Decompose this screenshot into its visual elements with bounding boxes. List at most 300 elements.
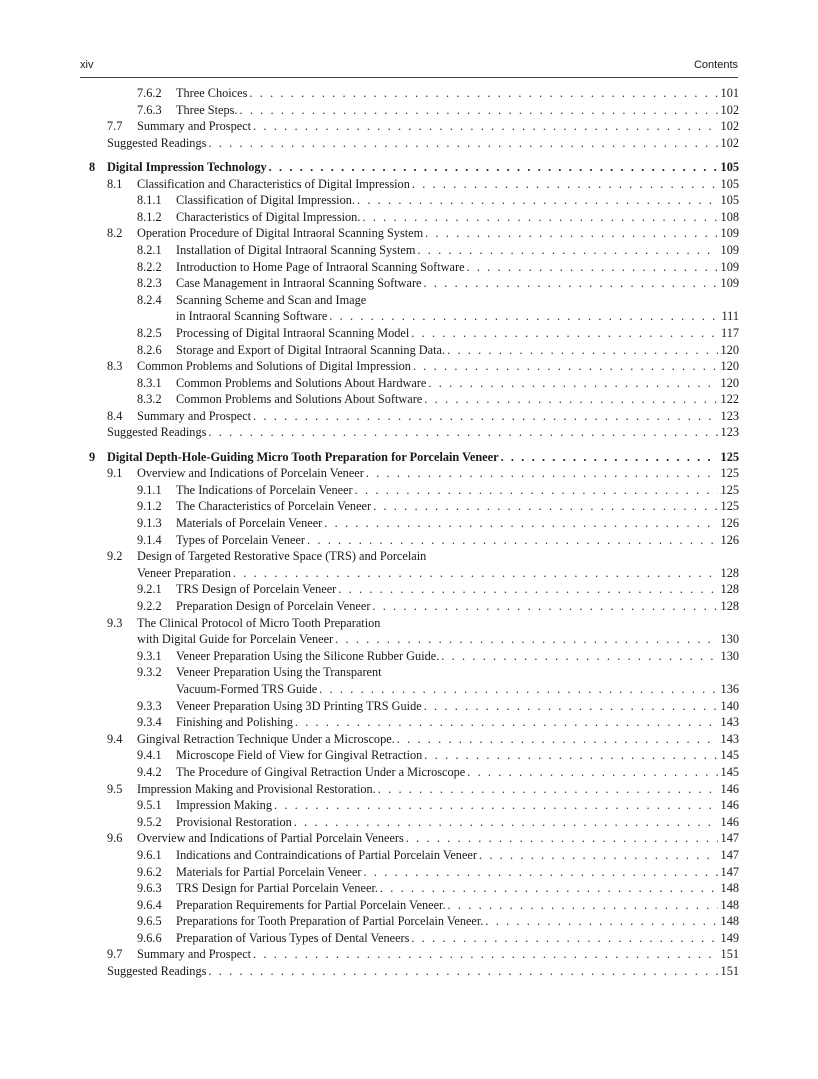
toc-entry-line xyxy=(176,308,739,325)
toc-entry-line xyxy=(107,424,739,441)
toc-entry xyxy=(80,325,741,342)
toc-entry xyxy=(80,913,741,930)
toc-entry-title: Summary and Prospect xyxy=(137,119,252,134)
toc-entry-page: 148 xyxy=(720,897,739,912)
toc-entry-page: 128 xyxy=(720,599,739,613)
toc-entry-title: Classification and Characteristics of Digital Impression xyxy=(137,176,410,191)
dot-leader xyxy=(372,598,718,615)
toc-entry-page: 151 xyxy=(720,964,739,979)
dot-leader xyxy=(249,85,718,102)
toc-entry xyxy=(80,308,741,325)
dot-leader xyxy=(413,358,718,375)
dot-leader xyxy=(380,880,718,897)
toc-entry-title: Veneer Preparation xyxy=(137,565,231,580)
toc-entry-number: 9.2.1 xyxy=(137,582,162,597)
toc-entry xyxy=(80,864,741,881)
toc-entry xyxy=(80,897,741,914)
toc-entry-page: 146 xyxy=(720,781,739,796)
toc-entry-page: 148 xyxy=(720,881,739,896)
dot-leader xyxy=(324,515,718,532)
header-rule xyxy=(80,77,738,78)
toc-entry-line xyxy=(176,797,739,814)
toc-entry-number: 9 xyxy=(89,449,96,464)
toc-entry-number: 9.1 xyxy=(107,466,123,481)
toc-entry-line xyxy=(107,449,739,466)
toc-entry-line xyxy=(176,814,739,831)
toc-entry-title: Vacuum-Formed TRS Guide xyxy=(176,681,318,696)
toc-entry xyxy=(80,548,741,565)
toc-entry-title: Provisional Restoration xyxy=(176,814,292,829)
toc-entry-number: 9.1.1 xyxy=(137,482,162,497)
toc-entry xyxy=(80,408,741,425)
toc-entry-page: 130 xyxy=(720,632,739,647)
dot-leader xyxy=(208,424,718,441)
dot-leader xyxy=(253,118,718,135)
dot-leader xyxy=(501,449,718,466)
toc-entry-number: 9.6.6 xyxy=(137,930,162,945)
toc-entry-title: Processing of Digital Intraoral Scanning Model xyxy=(176,325,410,340)
toc-entry xyxy=(80,880,741,897)
toc-entry-title: Installation of Digital Intraoral Scanning System xyxy=(176,242,416,257)
toc-entry xyxy=(80,259,741,276)
toc-entry-page: 105 xyxy=(720,176,739,191)
toc-entry-line xyxy=(176,325,739,342)
toc-entry-page: 145 xyxy=(720,764,739,779)
dot-leader xyxy=(362,209,718,226)
toc-entry xyxy=(80,532,741,549)
toc-entry-number: 9.4 xyxy=(107,731,123,746)
toc-entry xyxy=(80,465,741,482)
toc-entry-page: 128 xyxy=(720,582,739,597)
toc-entry-number: 9.6.5 xyxy=(137,914,162,929)
toc-entry-line xyxy=(176,515,739,532)
toc-entry-title: TRS Design of Porcelain Veneer xyxy=(176,582,337,597)
toc-entry-page: 108 xyxy=(720,209,739,224)
toc-entry xyxy=(80,424,741,441)
toc-entry-number: 9.5.1 xyxy=(137,798,162,813)
toc-entry-line xyxy=(137,408,739,425)
toc-entry-title: Overview and Indications of Porcelain Veneer xyxy=(137,466,364,481)
toc-entry xyxy=(80,764,741,781)
toc-entry-line xyxy=(176,532,739,549)
toc-entry-line xyxy=(176,714,739,731)
toc-entry-page: 120 xyxy=(720,359,739,374)
toc-entry-number: 9.7 xyxy=(107,947,123,962)
dot-leader xyxy=(428,375,718,392)
toc-entry-line xyxy=(176,192,739,209)
toc-entry-line xyxy=(176,880,739,897)
toc-entry-page: 109 xyxy=(720,259,739,274)
toc-entry-page: 143 xyxy=(720,715,739,730)
toc-entry-line xyxy=(107,159,739,176)
toc-entry xyxy=(80,375,741,392)
toc-entry-number: 9.2 xyxy=(107,549,123,564)
toc-entry-page: 148 xyxy=(720,914,739,929)
toc-entry-number: 8.2.4 xyxy=(137,292,162,307)
toc-entry-page: 125 xyxy=(720,449,739,464)
dot-leader xyxy=(329,308,718,325)
toc-entry-page: 101 xyxy=(720,86,739,100)
dot-leader xyxy=(424,391,718,408)
toc-entry-title: Veneer Preparation Using the Silicone Rubber Guide. xyxy=(176,648,440,663)
toc-entry xyxy=(80,946,741,963)
dot-leader xyxy=(441,648,718,665)
toc-entry-page: 128 xyxy=(720,565,739,580)
toc-entry xyxy=(80,515,741,532)
toc-entry-title: Scanning Scheme and Scan and Image xyxy=(176,292,367,307)
toc-entry-number: 7.6.2 xyxy=(137,86,162,100)
toc-entry xyxy=(80,482,741,499)
toc-entry-page: 147 xyxy=(720,864,739,879)
toc-entry-line xyxy=(137,176,739,193)
dot-leader xyxy=(208,135,718,152)
toc-entry-line xyxy=(176,648,739,665)
toc-entry xyxy=(80,565,741,582)
dot-leader xyxy=(233,565,718,582)
toc-entry-line xyxy=(176,482,739,499)
toc-entry-line xyxy=(176,598,739,615)
toc-entry xyxy=(80,598,741,615)
toc-entry-line xyxy=(176,275,739,292)
toc-entry-page: 109 xyxy=(720,276,739,291)
toc-entry-title: Common Problems and Solutions of Digital Impression xyxy=(137,359,411,374)
toc-entry-line xyxy=(176,681,739,698)
toc-entry-page: 149 xyxy=(720,930,739,945)
dot-leader xyxy=(295,714,718,731)
toc-entry xyxy=(80,664,741,681)
toc-entry-line xyxy=(137,358,739,375)
toc-entry-page: 117 xyxy=(721,325,739,340)
toc-entry xyxy=(80,698,741,715)
toc-entry-line xyxy=(137,731,739,748)
toc-entry-number: 9.4.2 xyxy=(137,764,162,779)
toc-entry-page: 126 xyxy=(720,516,739,531)
toc-entry-title: Common Problems and Solutions About Software xyxy=(176,392,423,407)
dot-leader xyxy=(424,275,718,292)
toc-entry-title: Types of Porcelain Veneer xyxy=(176,532,306,547)
toc-entry-title: Storage and Export of Digital Intraoral Scanning Data. xyxy=(176,342,446,357)
toc-entry-number: 8.2.6 xyxy=(137,342,162,357)
toc-entry-line xyxy=(137,118,739,135)
toc-entry-title: Preparation Design of Porcelain Veneer xyxy=(176,599,371,613)
toc-entry-line xyxy=(137,946,739,963)
toc-entry-line xyxy=(176,242,739,259)
toc-entry-title: Overview and Indications of Partial Porcelain Veneers xyxy=(137,831,404,846)
toc-entry-number: 9.3.2 xyxy=(137,665,162,680)
dot-leader xyxy=(373,498,718,515)
toc-entry xyxy=(80,847,741,864)
toc-entry-title: Digital Depth-Hole-Guiding Micro Tooth Preparation for Porcelain Veneer xyxy=(107,449,499,464)
toc-entry-title: Summary and Prospect xyxy=(137,947,252,962)
dot-leader xyxy=(412,176,718,193)
toc-entry-line xyxy=(107,135,739,152)
toc-entry-page: 105 xyxy=(720,193,739,208)
toc-entry-title: Suggested Readings xyxy=(107,135,207,150)
toc-entry-title: Suggested Readings xyxy=(107,964,207,979)
toc-entry-page: 109 xyxy=(720,226,739,241)
toc-entry-line xyxy=(137,830,739,847)
toc-entry-title: Three Choices xyxy=(176,86,248,100)
toc-entry-number: 9.1.2 xyxy=(137,499,162,514)
toc-entry-title: Suggested Readings xyxy=(107,425,207,440)
toc-entry-title: Common Problems and Solutions About Hardware xyxy=(176,375,427,390)
toc-entry-page: 102 xyxy=(720,119,739,134)
toc-entry-line xyxy=(137,781,739,798)
toc-entry-title: Indications and Contraindications of Partial Porcelain Veneer xyxy=(176,847,477,862)
toc-entry-number: 9.3 xyxy=(107,615,123,630)
toc-entry-number: 9.3.3 xyxy=(137,698,162,713)
toc-entry-title: Veneer Preparation Using the Transparent xyxy=(176,665,382,680)
toc-entry-line xyxy=(176,913,739,930)
toc-entry xyxy=(80,498,741,515)
toc-entry-page: 109 xyxy=(720,242,739,257)
toc-entry-page: 122 xyxy=(720,392,739,407)
toc-entry-page: 151 xyxy=(720,947,739,962)
toc-entry-title: in Intraoral Scanning Software xyxy=(176,309,328,324)
toc-entry-number: 9.3.4 xyxy=(137,715,162,730)
toc-entry xyxy=(80,342,741,359)
dot-leader xyxy=(467,259,718,276)
toc-entry-number: 8.1.2 xyxy=(137,209,162,224)
dot-leader xyxy=(485,913,718,930)
toc-entry xyxy=(80,358,741,375)
toc-entry-title: Design of Targeted Restorative Space (TRS) and Porcelain xyxy=(137,549,427,564)
toc-entry-page: 120 xyxy=(720,342,739,357)
toc-entry-title: Veneer Preparation Using 3D Printing TRS Guide xyxy=(176,698,422,713)
toc-entry xyxy=(80,930,741,947)
toc-entry xyxy=(80,648,741,665)
toc-entry-title: Case Management in Intraoral Scanning Software xyxy=(176,276,422,291)
toc-entry-number: 8.4 xyxy=(107,408,123,423)
toc-entry-number: 9.2.2 xyxy=(137,599,162,613)
toc-entry xyxy=(80,814,741,831)
toc-entry-number: 9.6.3 xyxy=(137,881,162,896)
toc-entry-line xyxy=(137,225,739,242)
toc-entry-line xyxy=(176,698,739,715)
toc-entry xyxy=(80,830,741,847)
dot-leader xyxy=(307,532,718,549)
toc-entry-title: Preparation of Various Types of Dental Veneers xyxy=(176,930,410,945)
toc-entry-page: 126 xyxy=(720,532,739,547)
dot-leader xyxy=(335,631,718,648)
toc-entry-number: 9.6.1 xyxy=(137,847,162,862)
toc-entry-number: 9.4.1 xyxy=(137,748,162,763)
dot-leader xyxy=(319,681,718,698)
toc-entry-title: The Indications of Porcelain Veneer xyxy=(176,482,353,497)
toc-entry-line xyxy=(176,930,739,947)
dot-leader xyxy=(378,781,718,798)
toc-entry-number: 8.2.2 xyxy=(137,259,162,274)
toc-entry xyxy=(80,781,741,798)
dot-leader xyxy=(447,342,718,359)
dot-leader xyxy=(253,946,718,963)
toc-entry-title: Characteristics of Digital Impression. xyxy=(176,209,361,224)
toc-entry-title: Digital Impression Technology xyxy=(107,159,267,174)
toc-entry-number: 8.2.1 xyxy=(137,242,162,257)
toc-entry xyxy=(80,242,741,259)
toc-entry-line xyxy=(107,963,739,980)
toc-entry-number: 9.6.2 xyxy=(137,864,162,879)
toc-entry-line xyxy=(176,764,739,781)
toc-entry-number: 9.5 xyxy=(107,781,123,796)
toc-entry-title: The Clinical Protocol of Micro Tooth Preparation xyxy=(137,615,381,630)
toc-entry xyxy=(80,118,741,135)
toc-entry-line xyxy=(137,565,739,582)
toc-entry-line xyxy=(176,391,739,408)
toc-entry xyxy=(80,797,741,814)
toc-entry-title: Preparation Requirements for Partial Porcelain Veneer. xyxy=(176,897,446,912)
section-title: Contents xyxy=(693,59,738,71)
toc-entry-title: The Procedure of Gingival Retraction Under a Microscope xyxy=(176,764,466,779)
dot-leader xyxy=(239,102,718,119)
toc-entry-line xyxy=(176,375,739,392)
toc-entry xyxy=(80,615,741,632)
toc-entry-number: 9.1.4 xyxy=(137,532,162,547)
toc-entry xyxy=(80,391,741,408)
toc-entry xyxy=(80,135,741,152)
toc-entry xyxy=(80,963,741,980)
toc-entry xyxy=(80,449,741,466)
toc-entry-line xyxy=(137,465,739,482)
toc-entry-number: 8.3 xyxy=(107,359,123,374)
toc-entry-page: 145 xyxy=(720,748,739,763)
toc-entry-page: 147 xyxy=(720,847,739,862)
dot-leader xyxy=(406,830,718,847)
toc-entry-title: Gingival Retraction Technique Under a Microscope. xyxy=(137,731,395,746)
dot-leader xyxy=(448,897,718,914)
toc-entry-line xyxy=(176,747,739,764)
toc-entry xyxy=(80,102,741,119)
dot-leader xyxy=(417,242,718,259)
toc-entry xyxy=(80,159,741,176)
toc-entry xyxy=(80,225,741,242)
toc-entry xyxy=(80,176,741,193)
toc-entry xyxy=(80,747,741,764)
toc-entry-line xyxy=(137,631,739,648)
dot-leader xyxy=(424,698,718,715)
toc-entry-number: 8.3.2 xyxy=(137,392,162,407)
dot-leader xyxy=(424,747,718,764)
toc-entry-title: with Digital Guide for Porcelain Veneer xyxy=(137,632,334,647)
dot-leader xyxy=(294,814,718,831)
toc-entry-line xyxy=(176,209,739,226)
dot-leader xyxy=(355,482,718,499)
toc-entry-page: 147 xyxy=(720,831,739,846)
toc-entry-title: The Characteristics of Porcelain Veneer xyxy=(176,499,372,514)
toc-entry-number: 9.3.1 xyxy=(137,648,162,663)
toc-entry-title: Materials for Partial Porcelain Veneer xyxy=(176,864,362,879)
toc-entry-line xyxy=(176,259,739,276)
toc-entry-page: 102 xyxy=(720,135,739,150)
toc-entry xyxy=(80,209,741,226)
toc-entry xyxy=(80,192,741,209)
toc-entry xyxy=(80,731,741,748)
toc-entry-line xyxy=(176,581,739,598)
dot-leader xyxy=(364,864,718,881)
toc-entry-page: 105 xyxy=(720,159,739,174)
toc-entry-line xyxy=(176,342,739,359)
toc-entry-number: 9.1.3 xyxy=(137,516,162,531)
toc-entry-page: 123 xyxy=(720,425,739,440)
toc-entry-title: Introduction to Home Page of Intraoral Scanning Software xyxy=(176,259,465,274)
dot-leader xyxy=(425,225,718,242)
toc-entry xyxy=(80,631,741,648)
toc-entry-title: Operation Procedure of Digital Intraoral Scanning System xyxy=(137,226,424,241)
toc-entry xyxy=(80,581,741,598)
toc-entry-title: Classification of Digital Impression. xyxy=(176,193,355,208)
toc-entry xyxy=(80,292,741,309)
dot-leader xyxy=(208,963,718,980)
toc-entry xyxy=(80,714,741,731)
toc-entry-page: 102 xyxy=(720,102,739,117)
toc-entry-title: Summary and Prospect xyxy=(137,408,252,423)
dot-leader xyxy=(411,325,718,342)
dot-leader xyxy=(357,192,718,209)
toc-entry-title: Impression Making xyxy=(176,798,272,813)
dot-leader xyxy=(269,159,718,176)
dot-leader xyxy=(338,581,718,598)
toc-entry-number: 8.2.5 xyxy=(137,325,162,340)
dot-leader xyxy=(274,797,718,814)
toc-entry-page: 130 xyxy=(720,648,739,663)
dot-leader xyxy=(479,847,718,864)
toc-entry-number: 8.2 xyxy=(107,226,123,241)
toc-entry xyxy=(80,681,741,698)
toc-entry-number: 9.5.2 xyxy=(137,814,162,829)
dot-leader xyxy=(467,764,718,781)
toc-entry-number: 8.3.1 xyxy=(137,375,162,390)
toc-entry-page: 140 xyxy=(720,698,739,713)
dot-leader xyxy=(253,408,718,425)
toc-entry-page: 111 xyxy=(721,309,739,324)
toc-entry-title: Three Steps. xyxy=(176,102,238,117)
toc-entry-number: 8 xyxy=(89,159,96,174)
toc-entry-number: 7.7 xyxy=(107,119,123,134)
dot-leader xyxy=(397,731,718,748)
toc-entry-page: 125 xyxy=(720,482,739,497)
toc-entry-number: 8.1.1 xyxy=(137,193,162,208)
toc-entry-page: 143 xyxy=(720,731,739,746)
toc-entry xyxy=(80,85,741,102)
toc-entry-number: 9.6.4 xyxy=(137,897,162,912)
toc-entry-line xyxy=(176,498,739,515)
toc-entry-page: 125 xyxy=(720,499,739,514)
table-of-contents xyxy=(80,85,741,980)
toc-entry-number: 9.6 xyxy=(107,831,123,846)
toc-entry-page: 136 xyxy=(720,681,739,696)
page-number: xiv xyxy=(80,59,94,71)
toc-entry-number: 8.1 xyxy=(107,176,123,191)
toc-entry-title: Microscope Field of View for Gingival Retraction xyxy=(176,748,423,763)
toc-entry-number: 8.2.3 xyxy=(137,276,162,291)
toc-entry xyxy=(80,275,741,292)
toc-entry-title: Impression Making and Provisional Restoration. xyxy=(137,781,376,796)
dot-leader xyxy=(411,930,718,947)
toc-entry-page: 146 xyxy=(720,814,739,829)
toc-entry-page: 125 xyxy=(720,466,739,481)
toc-entry-line xyxy=(176,102,739,119)
toc-entry-line xyxy=(176,897,739,914)
toc-entry-line xyxy=(176,847,739,864)
dot-leader xyxy=(366,465,718,482)
toc-entry-line xyxy=(176,864,739,881)
toc-entry-number: 7.6.3 xyxy=(137,102,162,117)
toc-entry-page: 146 xyxy=(720,798,739,813)
toc-entry-line xyxy=(176,85,739,102)
toc-entry-page: 120 xyxy=(720,375,739,390)
toc-entry-page: 123 xyxy=(720,408,739,423)
toc-entry-title: Finishing and Polishing xyxy=(176,715,293,730)
